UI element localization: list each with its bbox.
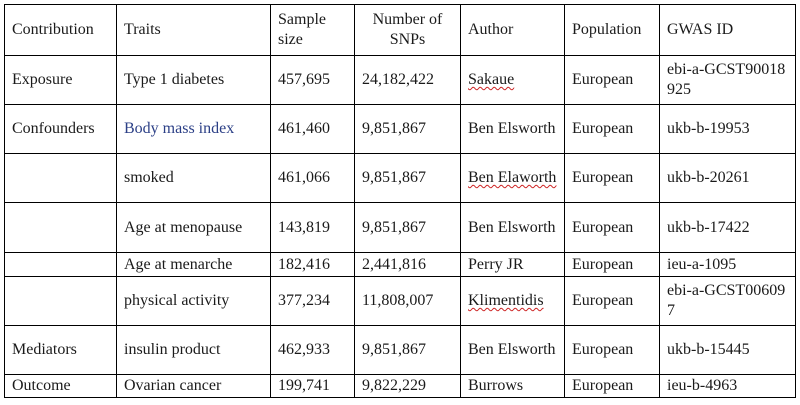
gwas-id-cell: ukb-b-19953 bbox=[660, 105, 796, 154]
contribution-cell bbox=[5, 203, 117, 253]
header-number-of-snps: Number of SNPs bbox=[355, 5, 461, 56]
trait-cell: insulin product bbox=[117, 326, 271, 375]
sample-size-cell: 199,741 bbox=[271, 375, 355, 398]
table-row bbox=[5, 326, 796, 375]
sample-size-cell: 461,066 bbox=[271, 154, 355, 203]
contribution-cell bbox=[5, 154, 117, 203]
header-gwas-id: GWAS ID bbox=[660, 5, 796, 56]
gwas-id-cell: ebi-a-GCST90018925 bbox=[660, 56, 796, 105]
author-cell bbox=[461, 56, 565, 105]
population-cell: European bbox=[565, 326, 660, 375]
contribution-cell bbox=[5, 277, 117, 326]
header-row bbox=[5, 5, 796, 56]
table-row bbox=[5, 105, 796, 154]
author-cell: Perry JR bbox=[461, 253, 565, 277]
header-author: Author bbox=[461, 5, 565, 56]
population-cell: European bbox=[565, 277, 660, 326]
snp-count-cell: 9,851,867 bbox=[355, 326, 461, 375]
gwas-id-cell: ukb-b-15445 bbox=[660, 326, 796, 375]
trait-cell: Ovarian cancer bbox=[117, 375, 271, 398]
gwas-id-cell: ukb-b-20261 bbox=[660, 154, 796, 203]
gwas-data-table bbox=[4, 4, 796, 398]
population-cell: European bbox=[565, 253, 660, 277]
author-cell: Ben Elsworth bbox=[461, 326, 565, 375]
population-cell: European bbox=[565, 105, 660, 154]
population-cell: European bbox=[565, 154, 660, 203]
contribution-cell: Mediators bbox=[5, 326, 117, 375]
population-cell: European bbox=[565, 203, 660, 253]
trait-cell: Body mass index bbox=[117, 105, 271, 154]
snp-count-cell: 9,822,229 bbox=[355, 375, 461, 398]
table-row bbox=[5, 375, 796, 398]
trait-cell: smoked bbox=[117, 154, 271, 203]
table-row bbox=[5, 203, 796, 253]
author-name: Sakaue bbox=[468, 71, 515, 88]
sample-size-cell: 462,933 bbox=[271, 326, 355, 375]
author-cell: Ben Elsworth bbox=[461, 105, 565, 154]
header-contribution: Contribution bbox=[5, 5, 117, 56]
population-cell: European bbox=[565, 56, 660, 105]
contribution-cell: Confounders bbox=[5, 105, 117, 154]
sample-size-cell: 143,819 bbox=[271, 203, 355, 253]
gwas-id-cell: ieu-a-1095 bbox=[660, 253, 796, 277]
population-cell: European bbox=[565, 375, 660, 398]
snp-count-cell: 9,851,867 bbox=[355, 154, 461, 203]
snp-count-cell: 2,441,816 bbox=[355, 253, 461, 277]
trait-cell: physical activity bbox=[117, 277, 271, 326]
trait-cell: Age at menarche bbox=[117, 253, 271, 277]
sample-size-cell: 457,695 bbox=[271, 56, 355, 105]
contribution-cell bbox=[5, 253, 117, 277]
author-cell: Ben Elaworth bbox=[461, 154, 565, 203]
author-name: Klimentidis bbox=[468, 292, 544, 309]
sample-size-cell: 377,234 bbox=[271, 277, 355, 326]
header-sample-size: Sample size bbox=[271, 5, 355, 56]
trait-cell: Type 1 diabetes bbox=[117, 56, 271, 105]
table-row bbox=[5, 154, 796, 203]
author-cell: Burrows bbox=[461, 375, 565, 398]
gwas-id-cell: ukb-b-17422 bbox=[660, 203, 796, 253]
author-cell bbox=[461, 277, 565, 326]
trait-cell: Age at menopause bbox=[117, 203, 271, 253]
snp-count-cell: 24,182,422 bbox=[355, 56, 461, 105]
table-row bbox=[5, 56, 796, 105]
sample-size-cell: 182,416 bbox=[271, 253, 355, 277]
snp-count-cell: 9,851,867 bbox=[355, 203, 461, 253]
header-traits: Traits bbox=[117, 5, 271, 56]
table-row bbox=[5, 277, 796, 326]
author-cell: Ben Elsworth bbox=[461, 203, 565, 253]
gwas-id-cell: ebi-a-GCST006097 bbox=[660, 277, 796, 326]
sample-size-cell: 461,460 bbox=[271, 105, 355, 154]
contribution-cell: Outcome bbox=[5, 375, 117, 398]
snp-count-cell: 11,808,007 bbox=[355, 277, 461, 326]
table-row bbox=[5, 253, 796, 277]
contribution-cell: Exposure bbox=[5, 56, 117, 105]
header-population: Population bbox=[565, 5, 660, 56]
gwas-id-cell: ieu-b-4963 bbox=[660, 375, 796, 398]
snp-count-cell: 9,851,867 bbox=[355, 105, 461, 154]
